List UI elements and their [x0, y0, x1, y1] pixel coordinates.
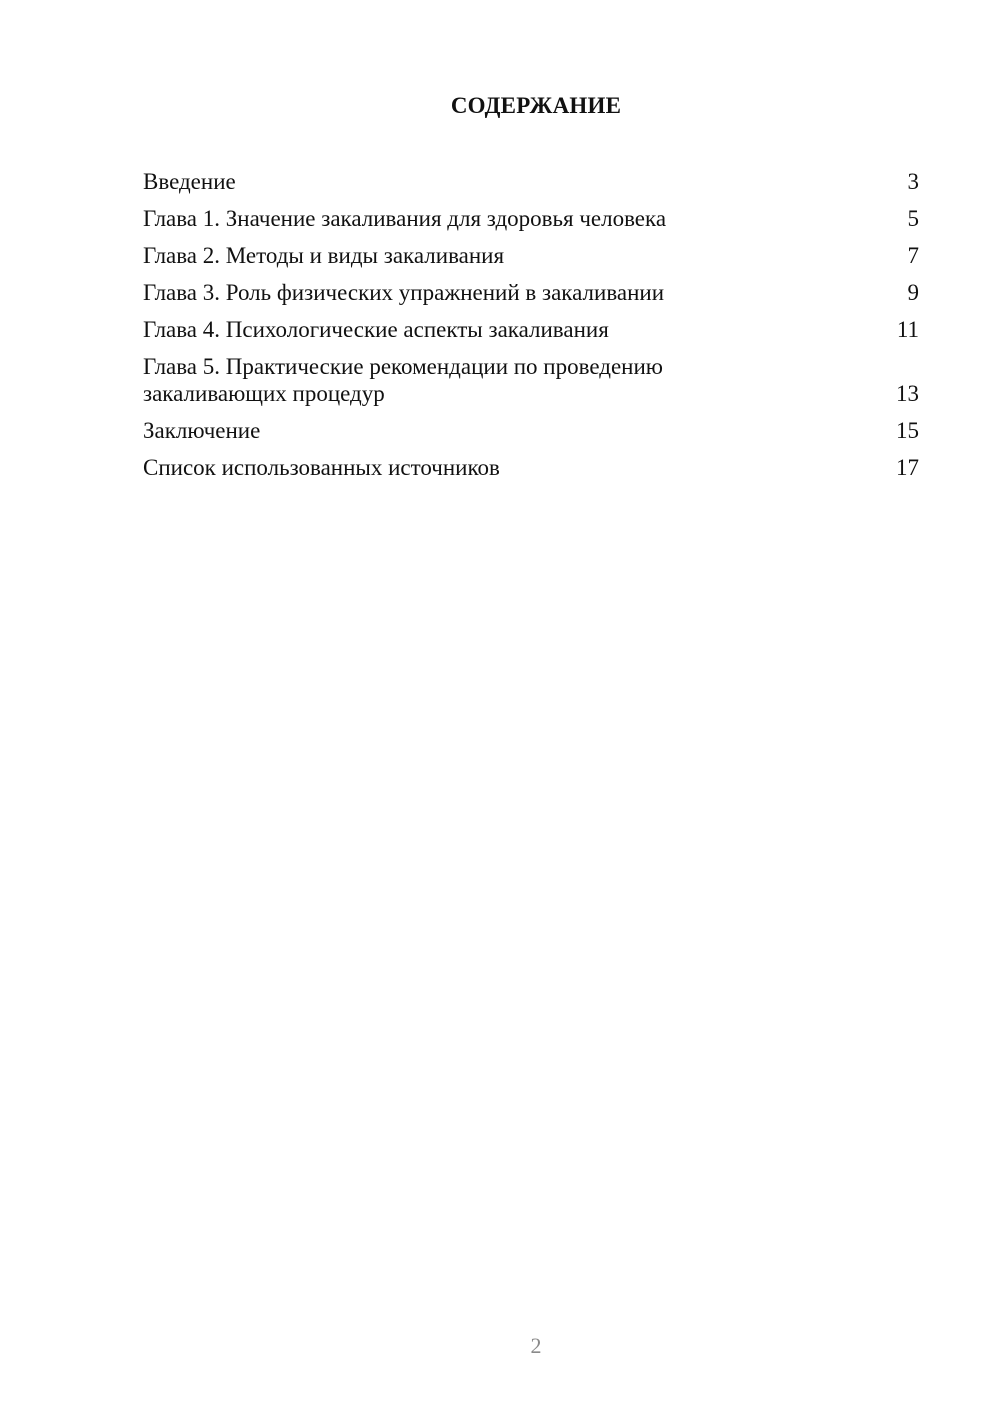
table-of-contents — [143, 168, 919, 491]
toc-entry-page: 3 — [907, 169, 919, 194]
toc-entry-page: 9 — [907, 280, 919, 305]
toc-entry-introduction — [143, 168, 919, 195]
toc-entry-title: Заключение — [143, 418, 261, 443]
toc-entry-title: Введение — [143, 169, 236, 194]
toc-entry-title: Глава 3. Роль физических упражнений в закаливании — [143, 280, 665, 305]
toc-entry-title: Глава 2. Методы и виды закаливания — [143, 243, 505, 268]
toc-entry-title: Глава 1. Значение закаливания для здоровья человека — [143, 206, 667, 231]
toc-entry-chapter-2 — [143, 242, 919, 269]
toc-entry-chapter-4 — [143, 316, 919, 343]
toc-entry-conclusion — [143, 417, 919, 444]
toc-entry-page: 15 — [896, 418, 919, 443]
toc-entry-page: 11 — [896, 317, 919, 342]
toc-entry-references — [143, 454, 919, 481]
toc-entry-title: Список использованных источников — [143, 455, 500, 480]
toc-entry-title: Глава 5. Практические рекомендации по проведению закаливающих процедур — [143, 354, 663, 406]
toc-entry-page: 17 — [896, 455, 919, 480]
toc-entry-page: 5 — [907, 206, 919, 231]
page-title: СОДЕРЖАНИЕ — [450, 93, 622, 118]
page-number: 2 — [530, 1333, 542, 1358]
toc-entry-page: 7 — [907, 243, 919, 268]
toc-entry-chapter-5 — [143, 353, 919, 407]
toc-entry-title: Глава 4. Психологические аспекты закаливания — [143, 317, 609, 342]
toc-entry-chapter-1 — [143, 205, 919, 232]
toc-entry-chapter-3 — [143, 279, 919, 306]
toc-entry-page: 13 — [896, 381, 919, 406]
